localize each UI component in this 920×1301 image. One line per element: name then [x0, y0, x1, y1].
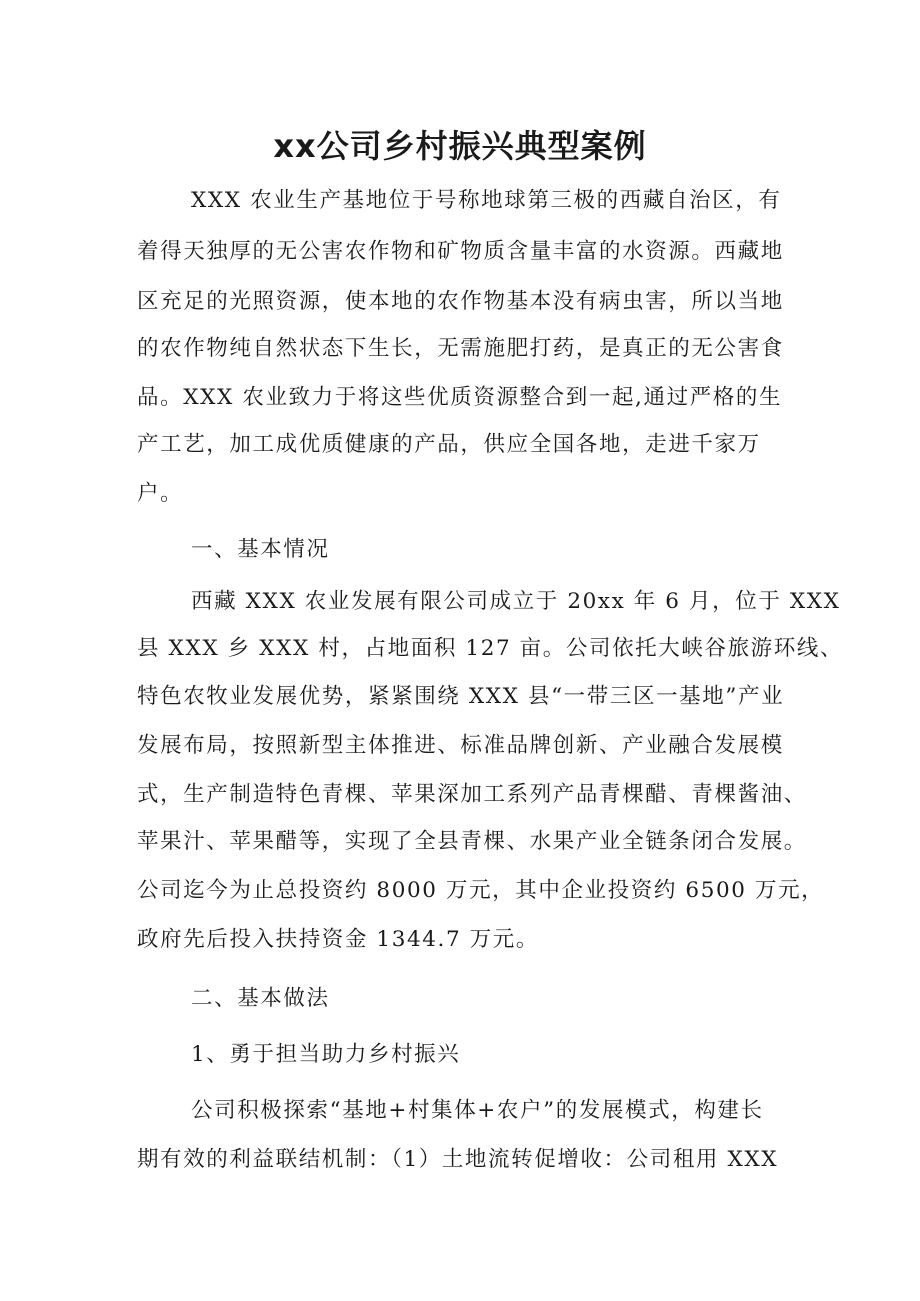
paragraph-line: 县 XXX 乡 XXX 村，占地面积 127 亩。公司依托大峡谷旅游环线、	[137, 636, 844, 661]
paragraph-line: 区充足的光照资源，使本地的农作物基本没有病虫害，所以当地	[137, 289, 784, 314]
section-heading: 二、基本做法	[191, 986, 330, 1011]
paragraph-line: XXX 农业生产基地位于号称地球第三极的西藏自治区，有	[191, 188, 782, 213]
paragraph-line: 公司迄今为止总投资约 8000 万元，其中企业投资约 6500 万元，	[137, 878, 825, 903]
subsection-heading: 1、勇于担当助力乡村振兴	[191, 1042, 461, 1067]
paragraph-line: 产工艺，加工成优质健康的产品，供应全国各地，走进千家万	[137, 432, 761, 457]
paragraph-line: 发展布局，按照新型主体推进、标准品牌创新、产业融合发展模	[137, 733, 784, 758]
paragraph-line: 期有效的利益联结机制：（1）土地流转促增收：公司租用 XXX	[137, 1147, 779, 1172]
paragraph-line: 品。XXX 农业致力于将这些优质资源整合到一起,通过严格的生	[137, 385, 783, 410]
paragraph-line: 特色农牧业发展优势，紧紧围绕 XXX 县“一带三区一基地”产业	[137, 684, 785, 709]
paragraph-line: 西藏 XXX 农业发展有限公司成立于 20xx 年 6 月，位于 XXX	[191, 589, 841, 614]
paragraph-line: 公司积极探索“基地+村集体+农户”的发展模式，构建长	[191, 1098, 764, 1123]
paragraph-line: 户。	[137, 481, 184, 506]
paragraph-line: 政府先后投入扶持资金 1344.7 万元。	[137, 927, 539, 952]
paragraph-line: 着得天独厚的无公害农作物和矿物质含量丰富的水资源。西藏地	[137, 239, 784, 264]
paragraph-line: 的农作物纯自然状态下生长，无需施肥打药，是真正的无公害食	[137, 336, 784, 361]
paragraph-line: 式，生产制造特色青棵、苹果深加工系列产品青棵醋、青棵酱油、	[137, 782, 807, 807]
paragraph-line: 苹果汁、苹果醋等，实现了全县青棵、水果产业全链条闭合发展。	[137, 829, 807, 854]
document-title: xx公司乡村振兴典型案例	[273, 127, 647, 165]
section-heading: 一、基本情况	[191, 537, 330, 562]
